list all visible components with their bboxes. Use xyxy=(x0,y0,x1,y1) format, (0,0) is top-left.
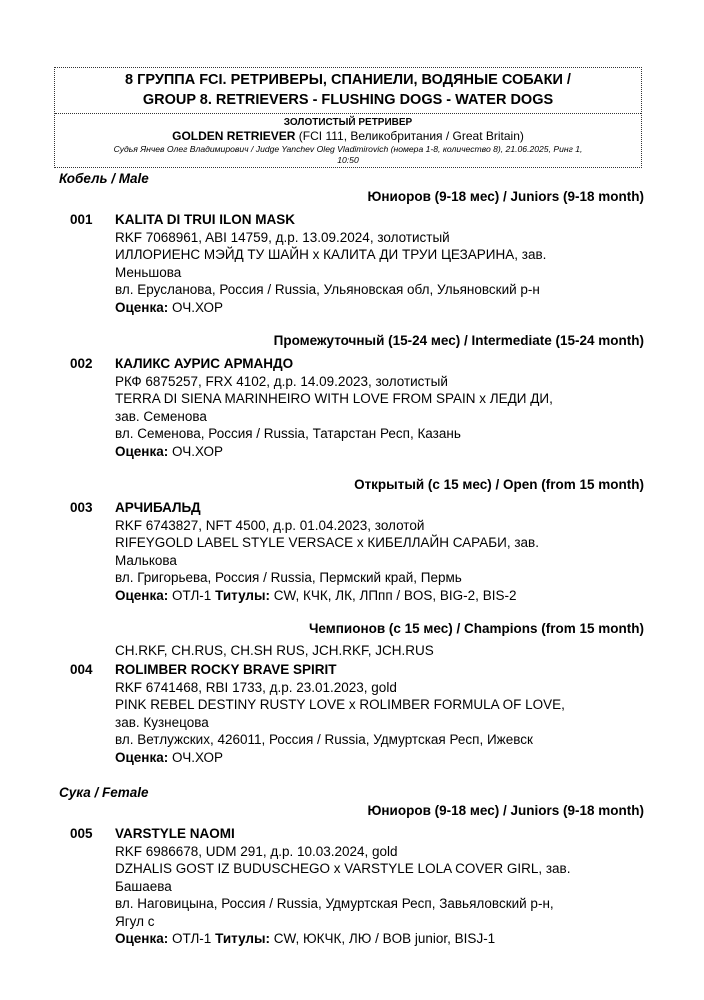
registration: RKF 7068961, ABI 14759, д.р. 13.09.2024, золотистый xyxy=(115,229,450,245)
entry-001 xyxy=(70,211,650,316)
grade-line xyxy=(115,587,650,605)
sex-heading-female: Сука / Female xyxy=(59,785,149,800)
registration: RKF 6986678, UDM 291, д.р. 10.03.2024, gold xyxy=(115,843,398,859)
grade-label: Оценка: xyxy=(115,749,169,765)
entry-number: 001 xyxy=(70,212,93,227)
class-heading-female-juniors: Юниоров (9-18 мес) / Juniors (9-18 month) xyxy=(367,803,644,818)
owner: вл. Семенова, Россия / Russia, Татарстан Респ, Казань xyxy=(115,426,461,441)
judge-info xyxy=(59,144,637,166)
parents: TERRA DI SIENA MARINHEIRO WITH LOVE FROM SPAIN x ЛЕДИ ДИ, xyxy=(115,391,553,406)
breeder: зав. Кузнецова xyxy=(115,714,209,730)
breeder: Башаева xyxy=(115,878,172,894)
titles-value: CW, ЮКЧК, ЛЮ / BOB junior, BISJ-1 xyxy=(273,931,496,946)
grade-value: ОЧ.ХОР xyxy=(172,299,224,315)
group-title-line-2: GROUP 8. RETRIEVERS - FLUSHING DOGS - WATER DOGS xyxy=(142,92,554,108)
titles-label: Титулы: xyxy=(215,931,271,946)
grade-line xyxy=(115,443,650,461)
breed-name-en-bold: GOLDEN RETRIEVER xyxy=(172,129,296,143)
titles-value: CW, КЧК, ЛК, ЛПпп / BOS, BIG-2, BIS-2 xyxy=(273,587,517,603)
entry-002 xyxy=(70,355,650,460)
sex-heading-male: Кобель / Male xyxy=(59,171,149,186)
dog-name: VARSTYLE NAOMI xyxy=(115,826,235,841)
entry-number: 004 xyxy=(70,662,93,677)
class-heading-male-champions: Чемпионов (с 15 мес) / Champions (from 15 month) xyxy=(308,621,644,636)
entry-004 xyxy=(70,661,650,766)
titles-label: Титулы: xyxy=(215,587,271,603)
parents: ИЛЛОРИЕНС МЭЙД ТУ ШАЙН x КАЛИТА ДИ ТРУИ ЦЕЗАРИНА, зав. xyxy=(115,247,547,262)
breed-block xyxy=(55,114,641,167)
entry-number: 005 xyxy=(70,826,93,841)
entry-005 xyxy=(70,825,650,948)
parents: PINK REBEL DESTINY RUSTY LOVE x ROLIMBER FORMULA OF LOVE, xyxy=(115,697,565,712)
dog-name: KALITA DI TRUI ILON MASK xyxy=(115,212,295,227)
owner: вл. Наговицына, Россия / Russia, Удмуртская Респ, Завьяловский р-н, xyxy=(115,896,554,911)
owner-continued: Ягул с xyxy=(115,913,155,929)
grade-value: ОЧ.ХОР xyxy=(172,443,224,459)
class-heading-male-intermediate: Промежуточный (15-24 мес) / Intermediate (15-24 month) xyxy=(273,333,644,348)
grade-line xyxy=(115,299,650,317)
breeder: зав. Семенова xyxy=(115,408,207,424)
owner: вл. Ветлужских, 426011, Россия / Russia, Удмуртская Респ, Ижевск xyxy=(115,732,533,747)
dog-name: АРЧИБАЛЬД xyxy=(115,500,201,515)
grade-label: Оценка: xyxy=(115,931,169,946)
registration: RKF 6743827, NFT 4500, д.р. 01.04.2023, золотой xyxy=(115,517,425,533)
class-heading-male-open: Открытый (с 15 мес) / Open (from 15 month) xyxy=(354,477,644,492)
entry-003 xyxy=(70,499,650,604)
entry-number: 002 xyxy=(70,356,93,371)
grade-line xyxy=(115,930,650,948)
registration: РКФ 6875257, FRX 4102, д.р. 14.09.2023, золотистый xyxy=(115,373,448,389)
breeder: Малькова xyxy=(115,552,177,568)
grade-label: Оценка: xyxy=(115,587,169,603)
registration: RKF 6741468, RBI 1733, д.р. 23.01.2023, gold xyxy=(115,679,397,695)
catalog-header xyxy=(54,67,642,168)
entry-number: 003 xyxy=(70,500,93,515)
group-title-line-1: 8 ГРУППА FCI. РЕТРИВЕРЫ, СПАНИЕЛИ, ВОДЯНЫЕ СОБАКИ / xyxy=(125,72,571,88)
parents: DZHALIS GOST IZ BUDUSCHEGO x VARSTYLE LOLA COVER GIRL, зав. xyxy=(115,861,571,876)
dog-name: КАЛИКС АУРИС АРМАНДО xyxy=(115,356,294,371)
breed-name-ru: ЗОЛОТИСТЫЙ РЕТРИВЕР xyxy=(283,117,413,128)
dog-name: ROLIMBER ROCKY BRAVE SPIRIT xyxy=(115,662,337,677)
owner: вл. Ерусланова, Россия / Russia, Ульяновская обл, Ульяновский р-н xyxy=(115,282,540,297)
judge-line-2: 10:50 xyxy=(337,155,359,165)
breeder: Меньшова xyxy=(115,264,182,280)
grade-label: Оценка: xyxy=(115,443,169,459)
grade-line xyxy=(115,749,650,767)
grade-label: Оценка: xyxy=(115,299,169,315)
class-heading-male-juniors: Юниоров (9-18 мес) / Juniors (9-18 month) xyxy=(367,189,644,204)
owner: вл. Григорьева, Россия / Russia, Пермский край, Пермь xyxy=(115,570,462,585)
parents: RIFEYGOLD LABEL STYLE VERSACE x КИБЕЛЛАЙН САРАБИ, зав. xyxy=(115,535,539,550)
grade-value: ОТЛ-1 xyxy=(172,931,212,946)
grade-value: ОЧ.ХОР xyxy=(172,749,224,765)
grade-value: ОТЛ-1 xyxy=(172,587,212,603)
breed-info: (FCI 111, Великобритания / Great Britain) xyxy=(295,129,524,143)
judge-line-1: Судья Янчев Олег Владимирович / Judge Yanchev Oleg Vladimirovich (номера 1-8, количество 8), 21.06.2025, Ринг 1, xyxy=(113,144,583,154)
group-title xyxy=(55,68,641,114)
breed-name-en xyxy=(59,129,637,144)
entry-004-pre-titles: CH.RKF, CH.RUS, CH.SH RUS, JCH.RKF, JCH.RUS xyxy=(115,643,434,658)
